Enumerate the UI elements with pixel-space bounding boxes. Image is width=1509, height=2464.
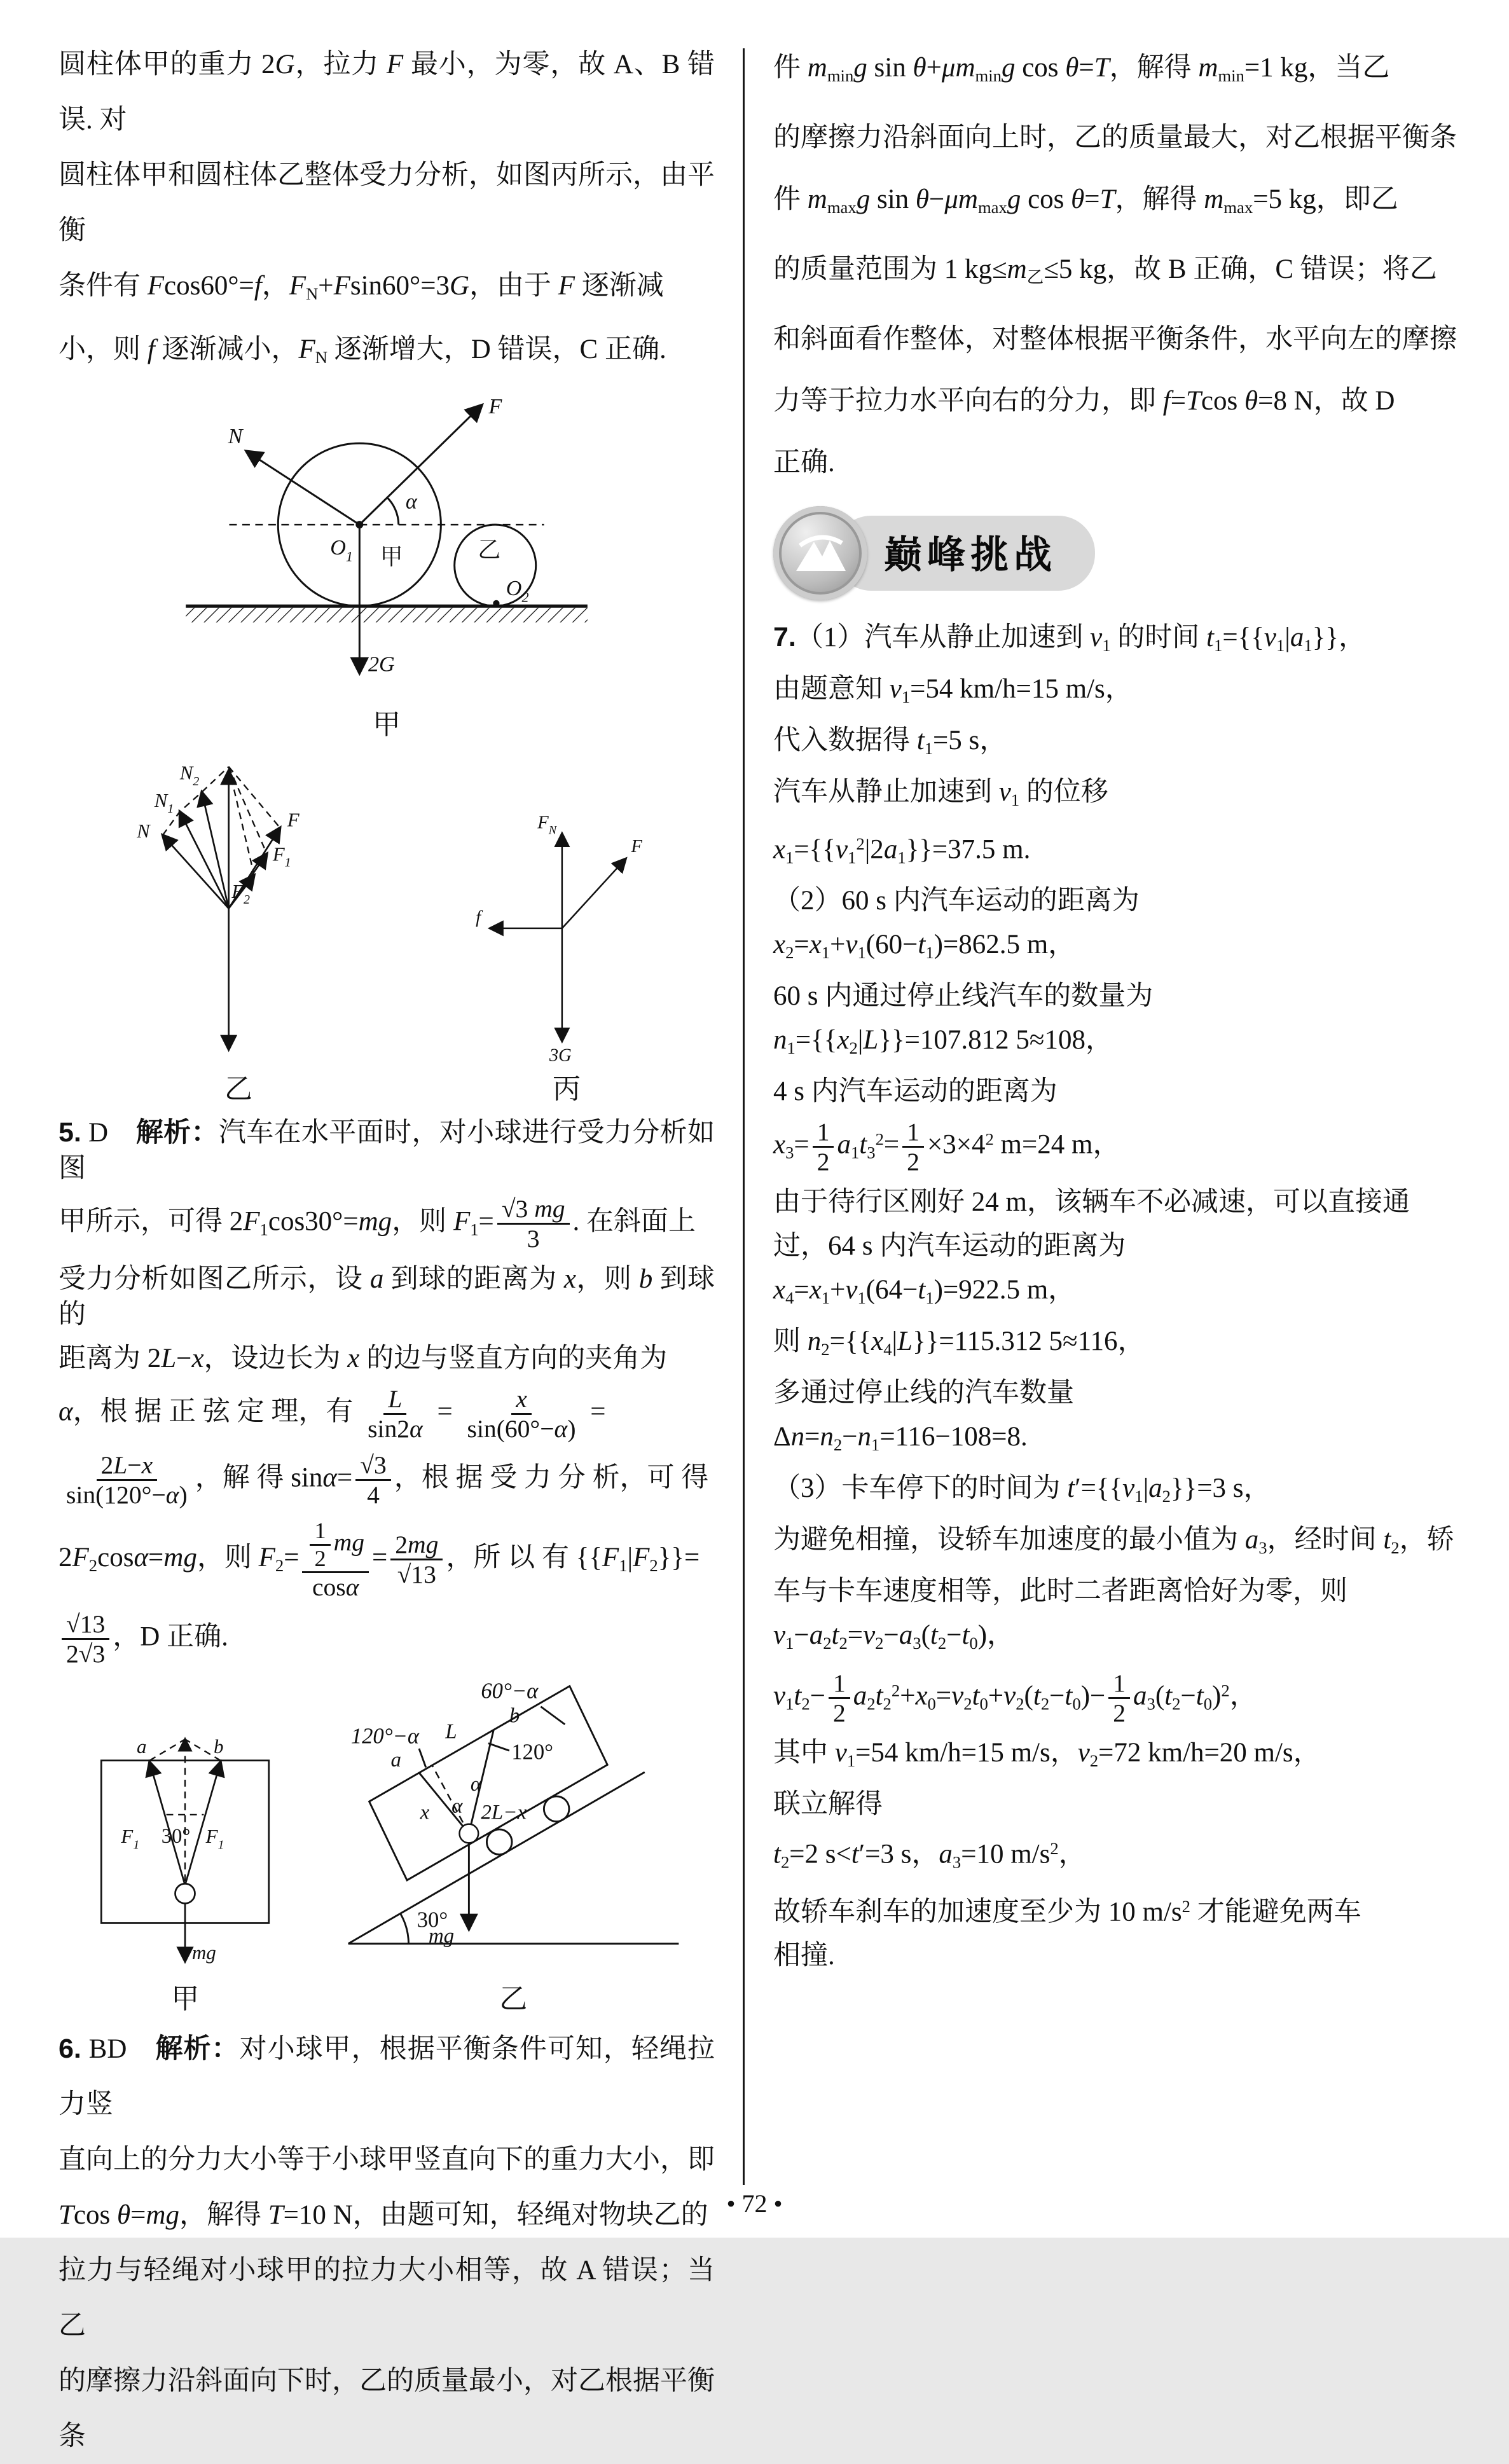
text-line: 距离为 2L−x，设边长为 x 的边与竖直方向的夹角为 xyxy=(59,1343,668,1373)
text-line: 5. D 解析：汽车在水平面时，对小球进行受力分析如图 xyxy=(59,1117,715,1183)
mountain-icon xyxy=(773,506,867,600)
mountain-icon-svg xyxy=(789,521,852,585)
figure-vector-fan-svg xyxy=(111,747,366,1060)
text-line: 联立解得 xyxy=(773,1789,883,1820)
force-N-label: N xyxy=(137,820,150,843)
text-line: （3）卡车停下的时间为 $t'=\{\{v_1|a_2\}\}=3$ s， xyxy=(773,1473,1271,1506)
paragraph-problem7 xyxy=(773,619,1457,1974)
angle-alpha-upper-label: α xyxy=(470,1772,481,1796)
text-line: α，根 据 正 弦 定 理，有 $\frac{L}{\sin 2\alpha}$ = $\frac{x}{\sin(60^\circ-\alpha)}$ = xyxy=(59,1384,606,1443)
right-column xyxy=(773,37,1457,1982)
text-line: 件 $m_{min}g$ $\sin \theta+\mu m_{min}g$ cos θ=T，解得 $m_{min}=1$ kg，当乙 xyxy=(773,53,1390,85)
point-b-label: b xyxy=(214,1735,224,1758)
text-line: 60 s 内通过停止线汽车的数量为 xyxy=(773,981,1154,1012)
cylinder-jia-label: 甲 xyxy=(380,544,403,570)
angle-120-label: 120° xyxy=(511,1740,553,1765)
force-F-label: F xyxy=(287,809,300,831)
text-line: 的质量范围为 1 $kg\le m_乙\le 5$ kg，故 B 正确，C 错误；将乙 xyxy=(773,254,1437,287)
length-L-label: L xyxy=(445,1720,457,1744)
ground-hatch xyxy=(186,608,588,623)
angle-30-label: 30° xyxy=(417,1908,448,1932)
figure-caption: 乙 xyxy=(224,1073,252,1105)
text-line: 多通过停止线的汽车数量 xyxy=(773,1377,1074,1408)
text-line: 圆柱体甲和圆柱体乙整体受力分析，如图丙所示，由平衡 xyxy=(59,160,715,245)
force-F-label: F xyxy=(631,836,642,857)
angle-alpha-lower-label: α xyxy=(451,1794,463,1818)
weight-mg-label: mg xyxy=(428,1925,454,1948)
weight-3G-label: 3G xyxy=(549,1045,572,1066)
text-line: $x_2=x_1+v_1(60-t_1)=862.5$ m， xyxy=(773,930,1076,963)
friction-f-label: f xyxy=(476,907,481,928)
text-line: 由于待行区刚好 24 m，该辆车不必减速，可以直接通 xyxy=(773,1187,1410,1217)
figure-row-problem6 xyxy=(59,1676,715,2016)
paragraph-problem6-continued xyxy=(773,37,1457,493)
angle-30-label: 30° xyxy=(162,1825,191,1848)
text-line: 条件有 Fcos60°=f，$F_N+Fsin60^\circ=3G$，由于 F 逐渐减 xyxy=(59,271,664,303)
force-F1-right-label: $F_1$ xyxy=(205,1825,224,1852)
center-O2-label: $O_2$ xyxy=(506,577,529,605)
text-line: 圆柱体甲的重力 2G，拉力 F 最小，为零，故 A、B 错误. 对 xyxy=(59,50,715,135)
figure-caption: 甲 xyxy=(171,1983,200,2015)
weight-2G-label: 2G xyxy=(368,652,395,677)
angle-60-alpha-label: 60°−α xyxy=(481,1679,539,1703)
text-line: 代入数据得 $t_1=5$ s， xyxy=(773,725,1007,758)
figure-cylinders xyxy=(59,392,715,742)
text-line: $\frac{2L-x}{\sin(120^\circ-\alpha)}$ ，解 得 sinα= $\frac{√3}{4}$ ，根 据 受 力 分 析，可 得 xyxy=(66,1451,709,1510)
challenge-badge xyxy=(773,506,1457,600)
text-line: 6. BD 解析：对小球甲，根据平衡条件可知，轻绳拉力竖 xyxy=(59,2034,715,2120)
force-F-label: F xyxy=(488,395,502,419)
angle-120-alpha-label: 120°−α xyxy=(350,1724,419,1749)
angle-alpha-label: α xyxy=(405,490,417,514)
figure-cylinders-svg xyxy=(164,392,609,696)
text-line: $x_3=$ $\frac{1}{2}$ $a_1t_3^2=$ $\frac{1}{2}$ $\times 3\times 4^2$ m=24 m， xyxy=(773,1118,1120,1176)
figure-caption: 乙 xyxy=(499,1983,528,2015)
text-line: $2F_2\cos\alpha=mg$，则 $F_2=$ $\frac{1}{2}$ mg cosα = $\frac{2mg}{√13}$ ，所 以 有 $\{\{F_1|F_2\}\}=$ xyxy=(59,1517,700,1602)
text-line: 为避免相撞，设轿车加速度的最小值为 $a_3$，经时间 $t_2$，轿 xyxy=(773,1524,1454,1557)
figure-caption: 丙 xyxy=(553,1073,581,1105)
point-a-label: a xyxy=(390,1749,401,1772)
text-line: 过，64 s 内汽车运动的距离为 xyxy=(773,1230,1126,1261)
text-line: 件 $m_{max}g$ $\sin \theta-\mu m_{max}g$ cos θ=T，解得 $m_{max}=5$ kg，即乙 xyxy=(773,184,1398,217)
point-a-label: a xyxy=(137,1735,147,1758)
figure-row-forces xyxy=(59,747,715,1106)
paragraph-problem6 xyxy=(59,2021,715,2464)
text-line: 直向上的分力大小等于小球甲竖直向下的重力大小，即 xyxy=(59,2145,715,2175)
text-line: 4 s 内汽车运动的距离为 xyxy=(773,1077,1058,1107)
text-line: Tcos θ=mg，解得 T=10 N，由题可知，轻绳对物块乙的 xyxy=(59,2200,708,2231)
paragraph-problem5 xyxy=(59,1115,715,1668)
figure-vector-fan xyxy=(111,747,366,1106)
text-line: 甲所示，可得 $2F_1\cos 30^\circ=mg$，则 $F_1=$ $\frac{√3 mg}{3}$ . 在斜面上 xyxy=(59,1194,696,1253)
length-2L-x-label: 2L−x xyxy=(481,1801,527,1824)
figure-free-body xyxy=(471,806,662,1106)
text-line: 由题意知 $v_1=54$ km/h=15 m/s， xyxy=(773,673,1133,706)
text-line: 故轿车刹车的加速度至少为 10 $m/s^2$ 才能避免两车 xyxy=(773,1896,1361,1927)
column-divider xyxy=(743,48,745,2185)
figure-box-ball-svg xyxy=(86,1714,284,1970)
text-line: 相撞. xyxy=(773,1940,835,1971)
text-line: 的摩擦力沿斜面向下时，乙的质量最小，对乙根据平衡条 xyxy=(59,2366,715,2452)
force-FN-label: $F_N$ xyxy=(537,813,557,837)
text-line: $v_1-a_2t_2=v_2-a_3(t_2-t_0)$， xyxy=(773,1620,1015,1653)
text-line: $x_1=\{\{v_1^2|2a_1\}\}=37.5$ m. xyxy=(773,834,1031,867)
point-b-label: b xyxy=(509,1704,520,1728)
force-N2-label: $N_2$ xyxy=(179,762,200,788)
text-line: 其中 $v_1=54$ km/h=15 m/s，$v_2=72$ km/h=20 m/s， xyxy=(773,1738,1321,1771)
text-line: 力等于拉力水平向右的分力，即 f=Tcos θ=8 N，故 D xyxy=(773,385,1395,416)
weight-mg-label: mg xyxy=(192,1941,216,1964)
force-N1-label: $N_1$ xyxy=(154,789,174,816)
page-number: • 72 • xyxy=(726,2189,783,2218)
left-column xyxy=(59,37,715,2464)
force-F1-label: $F_1$ xyxy=(272,843,291,870)
text-line: 小，则 f 逐渐减小，$F_N$ 逐渐增大，D 错误，C 正确. xyxy=(59,334,666,367)
text-line: $\Delta n=n_2-n_1=116-108=8$. xyxy=(773,1421,1028,1454)
text-line: $t_2=2$ s<t′=3 s，$a_3=10$ $m/s^2$， xyxy=(773,1839,1086,1872)
figure-caption: 甲 xyxy=(373,708,401,740)
challenge-badge-title: 巅峰挑战 xyxy=(834,516,1095,591)
text-line: $\frac{√13}{2√3}$ ，D 正确. xyxy=(59,1610,715,1669)
text-line: 和斜面看作整体，对整体根据平衡条件，水平向左的摩擦 xyxy=(773,324,1457,354)
force-N-label: N xyxy=(228,425,243,449)
center-O1-label: $O_1$ xyxy=(330,536,353,565)
text-line: 正确. xyxy=(773,447,835,478)
text-line: $n_1=\{\{x_2|L\}\}=107.812$ 5≈108， xyxy=(773,1025,1113,1058)
text-line: 则 $n_2=\{\{x_4|L\}\}=115.312$ 5≈116， xyxy=(773,1326,1145,1359)
figure-incline-plate xyxy=(340,1676,687,2016)
text-line: 7.（1）汽车从静止加速到 $v_1$ 的时间 $t_1=\{\{v_1|a_1\}\}$， xyxy=(773,621,1366,655)
paragraph-cylinders xyxy=(59,37,715,385)
text-line: 汽车从静止加速到 $v_1$ 的位移 xyxy=(773,776,1108,809)
force-F1-left-label: $F_1$ xyxy=(121,1825,140,1852)
length-x-label: x xyxy=(420,1801,430,1824)
text-line: （2）60 s 内汽车运动的距离为 xyxy=(773,886,1140,916)
text-line: 拉力与轻绳对小球甲的拉力大小相等，故 A 错误；当乙 xyxy=(59,2255,715,2341)
text-line: 车与卡车速度相等，此时二者距离恰好为零，则 xyxy=(773,1576,1347,1606)
figure-incline-plate-svg xyxy=(340,1676,687,1970)
text-line: $x_4=x_1+v_1(64-t_1)=922.5$ m， xyxy=(773,1274,1076,1307)
text-line: 的摩擦力沿斜面向上时，乙的质量最大，对乙根据平衡条 xyxy=(773,122,1457,153)
text-line: $v_1t_2-$ $\frac{1}{2}$ $a_2t_2^2+x_0=v_2t_0+v_2(t_2-t_0)-$ $\frac{1}{2}$ $a_3(t_2-t_0)^2$， xyxy=(773,1669,1257,1727)
text-line: 受力分析如图乙所示，设 a 到球的距离为 x，则 b 到球的 xyxy=(59,1263,715,1330)
force-F2-label: $F_2$ xyxy=(231,880,251,907)
cylinder-yi-label: 乙 xyxy=(478,537,501,563)
figure-free-body-svg xyxy=(471,806,662,1066)
figure-box-ball xyxy=(86,1714,284,2016)
